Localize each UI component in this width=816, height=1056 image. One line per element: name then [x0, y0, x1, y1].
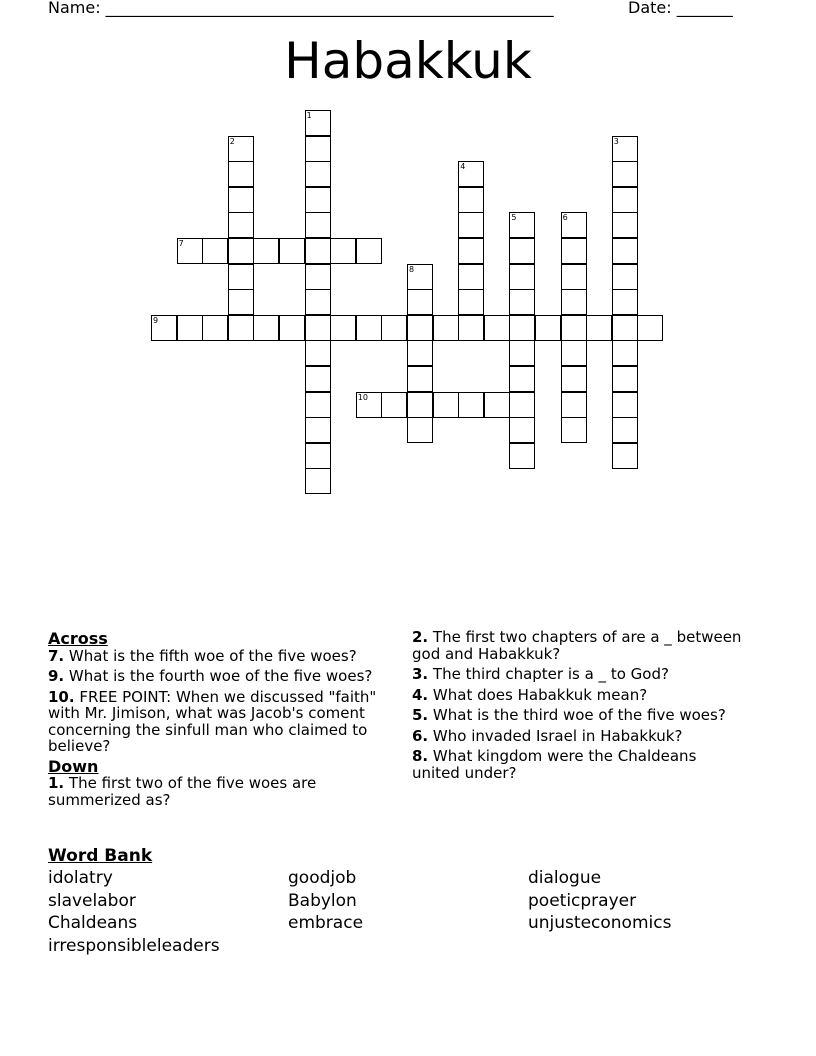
crossword-cell[interactable]	[612, 340, 638, 366]
crossword-cell[interactable]	[509, 366, 535, 392]
crossword-cell[interactable]	[407, 392, 433, 418]
clue-text: What kingdom were the Chaldeans united under?	[412, 747, 697, 782]
cell-number: 3	[613, 136, 619, 146]
crossword-cell[interactable]	[561, 340, 587, 366]
clue-number: 7.	[48, 646, 65, 665]
crossword-cell[interactable]	[561, 392, 587, 418]
crossword-cell[interactable]	[305, 468, 331, 494]
crossword-cell[interactable]	[484, 392, 510, 418]
date-blank: _______	[671, 0, 733, 17]
clue-number: 10.	[48, 687, 75, 706]
clue-text: FREE POINT: When we discussed "faith" with Mr. Jimison, what was Jacob's coment concerning the sinfull man who claimed to believe?	[48, 687, 377, 755]
clue-down-5	[412, 707, 742, 724]
crossword-cell[interactable]	[509, 340, 535, 366]
crossword-cell[interactable]	[305, 289, 331, 315]
word-bank-item: unjusteconomics	[528, 913, 672, 933]
crossword-cell[interactable]	[381, 315, 407, 341]
crossword-cell[interactable]	[305, 136, 331, 162]
word-bank-item: idolatry	[48, 868, 113, 888]
crossword-cell[interactable]	[509, 238, 535, 264]
crossword-cell[interactable]	[228, 161, 254, 187]
crossword-cell[interactable]	[305, 212, 331, 238]
crossword-cell[interactable]	[637, 315, 663, 341]
crossword-cell[interactable]	[612, 238, 638, 264]
crossword-cell[interactable]	[458, 238, 484, 264]
crossword-cell[interactable]	[509, 443, 535, 469]
clue-text: What is the fourth woe of the five woes?	[68, 667, 373, 685]
cell-number: 9	[153, 315, 159, 325]
crossword-cell[interactable]	[305, 392, 331, 418]
crossword-cell[interactable]	[305, 238, 331, 264]
clue-text: The first two of the five woes are summerized as?	[48, 774, 317, 809]
crossword-cell[interactable]	[458, 187, 484, 213]
clue-text: What does Habakkuk mean?	[432, 685, 648, 704]
crossword-cell[interactable]	[305, 315, 331, 341]
clue-number: 6.	[412, 726, 429, 745]
crossword-cell[interactable]	[228, 315, 254, 341]
clues-left-column	[48, 629, 398, 812]
crossword-cell[interactable]	[458, 392, 484, 418]
crossword-cell[interactable]	[433, 315, 459, 341]
crossword-cell[interactable]	[356, 315, 382, 341]
crossword-cell[interactable]	[561, 417, 587, 443]
clue-text: Who invaded Israel in Habakkuk?	[432, 726, 683, 745]
word-bank-item: poeticprayer	[528, 891, 637, 911]
cell-number: 8	[409, 264, 415, 274]
page-title: Habakkuk	[284, 32, 532, 90]
crossword-cell[interactable]	[612, 289, 638, 315]
word-bank-item: dialogue	[528, 868, 602, 888]
crossword-cell[interactable]	[561, 366, 587, 392]
word-bank-title: Word Bank	[48, 846, 153, 866]
crossword-cell[interactable]	[458, 315, 484, 341]
clue-number: 9.	[48, 667, 65, 685]
clue-number: 3.	[412, 665, 429, 683]
word-bank-item: slavelabor	[48, 891, 136, 911]
crossword-cell[interactable]	[612, 264, 638, 290]
crossword-cell[interactable]	[612, 212, 638, 238]
crossword-cell[interactable]	[330, 238, 356, 264]
crossword-cell[interactable]	[228, 289, 254, 315]
crossword-cell[interactable]	[509, 315, 535, 341]
crossword-cell[interactable]	[458, 289, 484, 315]
crossword-cell[interactable]	[612, 366, 638, 392]
down-heading: Down	[48, 756, 99, 776]
crossword-cell[interactable]	[305, 187, 331, 213]
crossword-cell[interactable]	[305, 366, 331, 392]
crossword-cell[interactable]	[305, 340, 331, 366]
cell-number: 6	[562, 213, 568, 223]
clue-text: What is the fifth woe of the five woes?	[68, 646, 357, 665]
crossword-cell[interactable]	[330, 315, 356, 341]
clue-across-10	[48, 689, 398, 755]
crossword-cell[interactable]	[509, 417, 535, 443]
word-bank-item: Chaldeans	[48, 913, 138, 933]
crossword-cell[interactable]	[177, 315, 203, 341]
crossword-cell[interactable]	[407, 289, 433, 315]
word-bank-item: embrace	[288, 913, 364, 933]
clue-down-2	[412, 629, 742, 662]
word-bank-item: goodjob	[288, 868, 357, 888]
crossword-cell[interactable]	[458, 212, 484, 238]
crossword-cell[interactable]	[228, 187, 254, 213]
word-bank-item: Babylon	[288, 891, 357, 911]
crossword-cell[interactable]	[407, 417, 433, 443]
crossword-cell[interactable]	[561, 238, 587, 264]
crossword-cell[interactable]	[612, 392, 638, 418]
crossword-cell[interactable]	[612, 315, 638, 341]
crossword-cell[interactable]	[433, 392, 459, 418]
clue-text: The first two chapters of are a _ between god and Habakkuk?	[412, 628, 742, 663]
clue-down-6	[412, 728, 742, 745]
crossword-cell[interactable]	[458, 264, 484, 290]
cell-number: 5	[511, 213, 517, 223]
crossword-cell[interactable]	[381, 392, 407, 418]
clue-number: 4.	[412, 685, 429, 704]
crossword-cell[interactable]	[509, 392, 535, 418]
across-heading: Across	[48, 629, 108, 648]
cell-number: 4	[460, 162, 466, 172]
crossword-cell[interactable]	[561, 315, 587, 341]
name-label: Name:	[48, 0, 101, 17]
crossword-cell[interactable]	[253, 315, 279, 341]
crossword-cell[interactable]	[228, 264, 254, 290]
crossword-cell[interactable]	[305, 443, 331, 469]
word-bank-item: irresponsibleleaders	[48, 936, 220, 956]
crossword-cell[interactable]	[535, 315, 561, 341]
crossword-cell[interactable]	[484, 315, 510, 341]
crossword-cell[interactable]	[612, 443, 638, 469]
clue-text: What is the third woe of the five woes?	[432, 706, 726, 724]
clue-number: 2.	[412, 628, 429, 646]
crossword-cell[interactable]	[305, 417, 331, 443]
date-label: Date:	[628, 0, 672, 17]
crossword-cell[interactable]	[202, 238, 228, 264]
crossword-cell[interactable]	[228, 212, 254, 238]
crossword-cell[interactable]	[305, 264, 331, 290]
clue-number: 5.	[412, 706, 429, 724]
clue-down-3	[412, 666, 742, 683]
clue-number: 8.	[412, 747, 429, 765]
clue-down-4	[412, 687, 742, 704]
clue-number: 1.	[48, 774, 65, 792]
crossword-cell[interactable]	[407, 340, 433, 366]
cell-number: 7	[178, 239, 184, 248]
crossword-cell[interactable]	[279, 315, 305, 341]
crossword-cell[interactable]	[612, 417, 638, 443]
cell-number: 10	[357, 392, 368, 402]
crossword-cell[interactable]	[253, 238, 279, 264]
clue-down-8	[412, 748, 742, 781]
crossword-cell[interactable]	[356, 238, 382, 264]
crossword-cell[interactable]	[202, 315, 228, 341]
crossword-cell[interactable]	[228, 238, 254, 264]
crossword-cell[interactable]	[509, 289, 535, 315]
crossword-cell[interactable]	[561, 264, 587, 290]
clue-down-1	[48, 775, 398, 808]
clues-right-column	[412, 629, 742, 785]
crossword-cell[interactable]	[305, 161, 331, 187]
crossword-cell[interactable]	[561, 289, 587, 315]
name-blank: ________________________________________________________	[100, 0, 554, 17]
crossword-cell[interactable]	[279, 238, 305, 264]
crossword-cell[interactable]	[407, 315, 433, 341]
crossword-cell[interactable]	[586, 315, 612, 341]
crossword-cell[interactable]	[509, 264, 535, 290]
crossword-cell[interactable]	[612, 161, 638, 187]
clue-text: The third chapter is a _ to God?	[432, 665, 669, 683]
cell-number: 1	[306, 111, 312, 120]
clue-across-9	[48, 668, 398, 685]
crossword-cell[interactable]	[407, 366, 433, 392]
crossword-cell[interactable]	[612, 187, 638, 213]
clue-across-7	[48, 648, 398, 665]
cell-number: 2	[229, 136, 235, 146]
